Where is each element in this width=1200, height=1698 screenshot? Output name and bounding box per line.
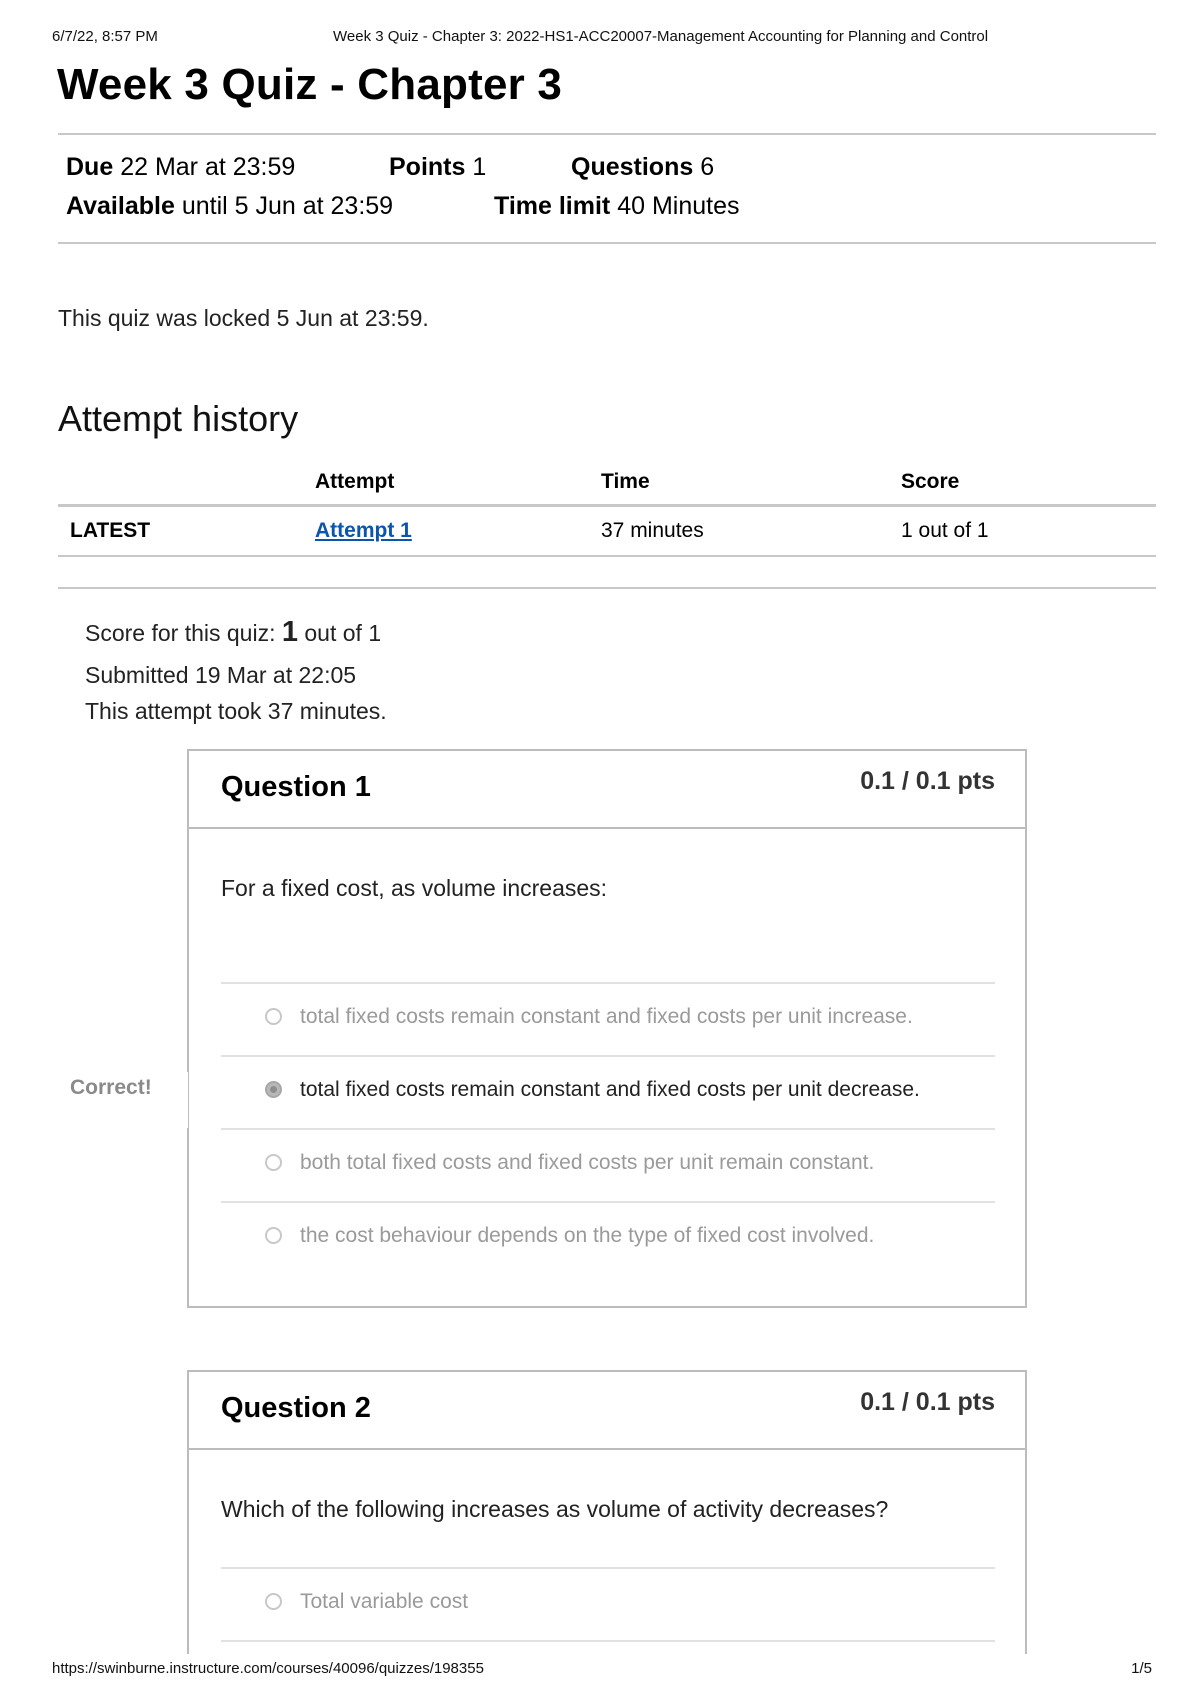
question-2-points: 0.1 / 0.1 pts (860, 1388, 995, 1416)
available-value: until 5 Jun at 23:59 (181, 192, 394, 220)
attempt-link[interactable]: Attempt 1 (315, 519, 412, 542)
question-1-header (189, 751, 1025, 829)
column-header-score: Score (901, 460, 1156, 506)
attempt-history-heading: Attempt history (58, 398, 299, 439)
locked-message: This quiz was locked 5 Jun at 23:59. (58, 305, 429, 331)
due-info (66, 153, 295, 182)
answer-option[interactable] (221, 982, 995, 1057)
due-label: Due (66, 153, 114, 181)
table-header-row (58, 460, 1156, 506)
answer-option-selected[interactable] (221, 1055, 995, 1130)
score-prefix: Score for this quiz: (85, 620, 282, 646)
question-1-points: 0.1 / 0.1 pts (860, 767, 995, 795)
table-row (58, 506, 1156, 557)
print-url: https://swinburne.instructure.com/courses/40096/quizzes/198355 (52, 1660, 484, 1677)
column-header-time: Time (601, 460, 901, 506)
attempt-history-table (58, 460, 1156, 557)
available-info (66, 192, 393, 221)
attempt-status: LATEST (58, 506, 315, 557)
questions-info (571, 153, 714, 182)
print-page-number: 1/5 (1131, 1660, 1152, 1677)
score-suffix: out of 1 (298, 620, 382, 646)
radio-unselected-icon[interactable] (265, 1154, 282, 1171)
time-limit-value: 40 Minutes (617, 192, 740, 220)
time-limit-info (494, 192, 740, 221)
print-doc-title: Week 3 Quiz - Chapter 3: 2022-HS1-ACC20007-Management Accounting for Planning and Control (333, 28, 989, 45)
attempt-score: 1 out of 1 (901, 506, 1156, 557)
question-1-card (187, 749, 1027, 1308)
answer-option[interactable] (221, 1128, 995, 1203)
question-2-text: Which of the following increases as volume of activity decreases? (221, 1496, 889, 1522)
question-2-header (189, 1372, 1025, 1450)
questions-value: 6 (700, 153, 715, 181)
question-1-title: Question 1 (221, 771, 371, 803)
print-datetime: 6/7/22, 8:57 PM (52, 28, 158, 45)
available-label: Available (66, 192, 175, 220)
quiz-title: Week 3 Quiz - Chapter 3 (57, 60, 563, 109)
score-value: 1 (281, 616, 298, 648)
time-limit-label: Time limit (494, 192, 611, 220)
submitted-time: Submitted 19 Mar at 22:05 (85, 662, 357, 688)
answer-text: the cost behaviour depends on the type of fixed cost involved. (300, 1224, 875, 1247)
points-info (389, 153, 486, 182)
correct-label: Correct! (70, 1076, 152, 1099)
radio-selected-icon[interactable] (265, 1081, 282, 1098)
column-header-attempt: Attempt (315, 460, 601, 506)
column-header-status (58, 460, 315, 506)
divider (58, 587, 1156, 589)
attempt-duration: This attempt took 37 minutes. (85, 698, 387, 724)
radio-unselected-icon[interactable] (265, 1008, 282, 1025)
radio-unselected-icon[interactable] (265, 1227, 282, 1244)
due-value: 22 Mar at 23:59 (120, 153, 296, 181)
divider (58, 133, 1156, 135)
answer-option[interactable] (221, 1201, 995, 1276)
questions-label: Questions (571, 153, 694, 181)
points-value: 1 (472, 153, 487, 181)
answer-text: total fixed costs remain constant and fixed costs per unit increase. (300, 1005, 913, 1028)
answer-text: total fixed costs remain constant and fixed costs per unit decrease. (300, 1078, 920, 1101)
question-2-card (187, 1370, 1027, 1692)
radio-unselected-icon[interactable] (265, 1593, 282, 1610)
question-1-text: For a fixed cost, as volume increases: (221, 875, 608, 901)
answer-text: both total fixed costs and fixed costs per unit remain constant. (300, 1151, 875, 1174)
divider (58, 242, 1156, 244)
correct-answer-marker (58, 1072, 188, 1128)
quiz-score (85, 616, 381, 649)
answer-option[interactable] (221, 1567, 995, 1642)
answer-text: Total variable cost (300, 1590, 469, 1613)
attempt-time: 37 minutes (601, 506, 901, 557)
question-2-title: Question 2 (221, 1392, 371, 1424)
points-label: Points (389, 153, 466, 181)
